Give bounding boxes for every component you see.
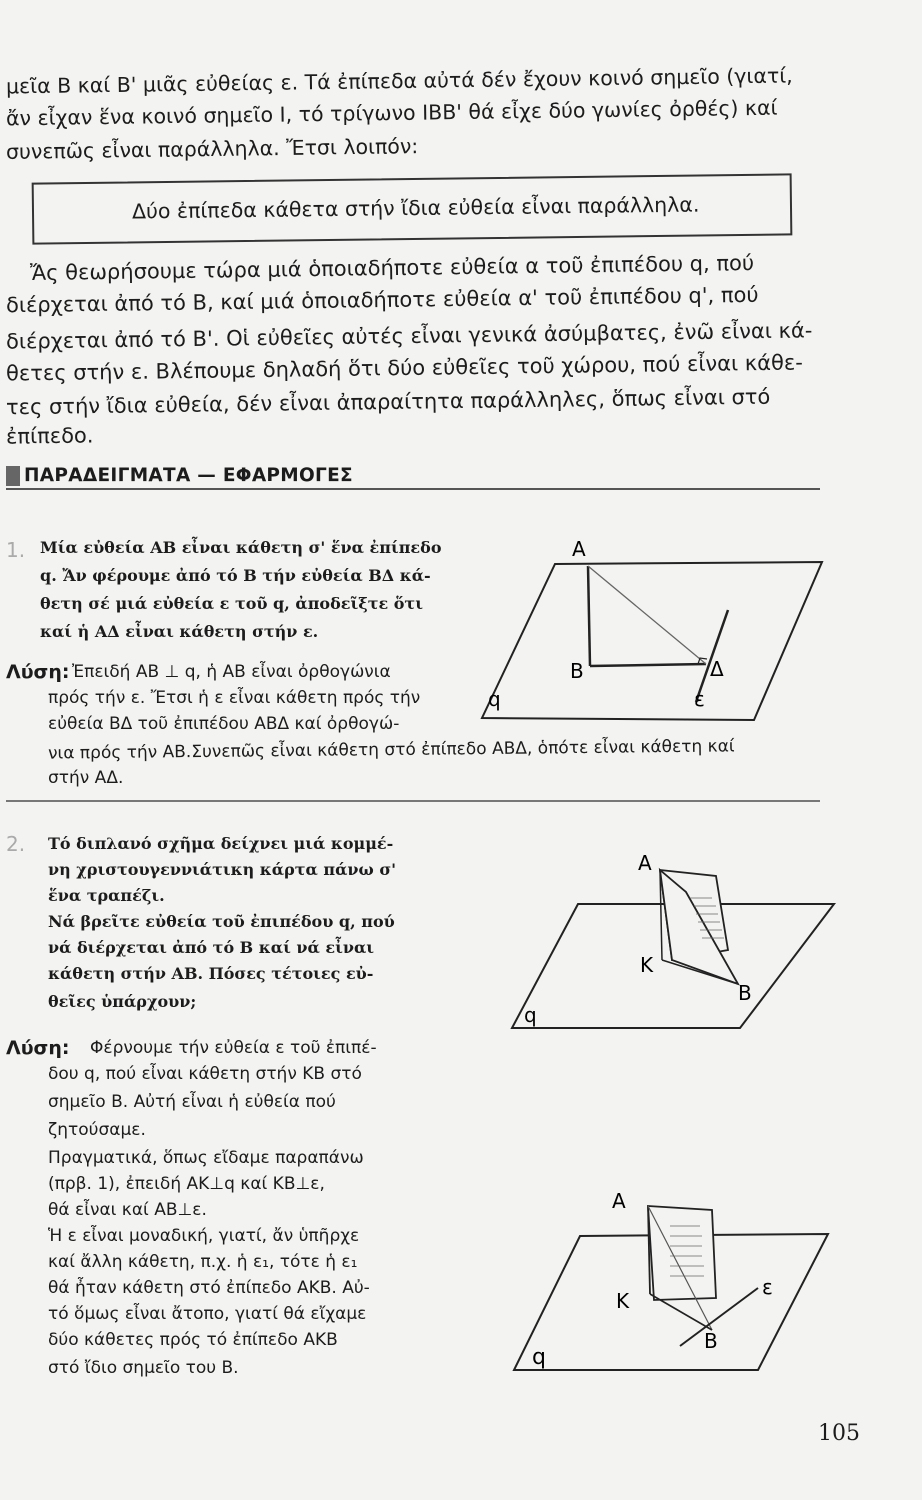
example1-solution-line-2: πρός τήν ε. Ἔτσι ἡ ε εἶναι κάθετη πρός τήν xyxy=(48,688,421,708)
section-marker xyxy=(6,466,20,486)
example2-solution-line-1: δου q, πού εἶναι κάθετη στήν ΚΒ στό xyxy=(48,1064,362,1084)
section-rule xyxy=(6,488,820,490)
example1-line-3: θετη σέ μιά εὐθεία ε τοῦ q, ἀποδεῖξτε ὅτι xyxy=(40,594,423,613)
paragraph-line-3: διέρχεται ἀπό τό Β'. Οἱ εὐθεῖες αὐτές εἶναι γενικά ἀσύμβατες, ἐνῶ εἶναι κά- xyxy=(5,318,813,354)
example1-number: 1. xyxy=(6,538,26,562)
example2-solution-line-6: θά εἶναι καί ΑΒ⊥ε. xyxy=(48,1200,207,1220)
intro-line-2: ἄν εἶχαν ἕνα κοινό σημεῖο Ι, τό τρίγωνο ΙΒΒ' θά εἶχε δύο γωνίες ὀρθές) καί xyxy=(5,95,778,131)
example1-rule xyxy=(6,800,820,802)
example1-solution-line-3: εὐθεία ΒΔ τοῦ ἐπιπέδου ΑΒΔ καί ὀρθογώ- xyxy=(48,714,400,734)
example2-line-6: κάθετη στήν ΑΒ. Πόσες τέτοιες εὐ- xyxy=(48,964,374,983)
example2-solution-line-11: δύο κάθετες πρός τό ἐπίπεδο ΑΚΒ xyxy=(48,1330,338,1350)
paragraph-line-1: Ἄς θεωρήσουμε τώρα μιά ὁποιαδήποτε εὐθεία α τοῦ ἐπιπέδου q, πού xyxy=(29,250,755,286)
example1-line-2: q. Ἄν φέρουμε ἀπό τό Β τήν εὐθεία ΒΔ κά- xyxy=(40,566,431,585)
example1-solution-line-5: στήν ΑΔ. xyxy=(48,768,124,788)
figure1-label-D: Δ xyxy=(710,657,724,681)
example1-solution-line-4: νια πρός τήν ΑΒ.Συνεπῶς εἶναι κάθετη στό ἐπίπεδο ΑΒΔ, ὁπότε εἶναι κάθετη καί xyxy=(47,736,735,764)
example2-line-3: ἕνα τραπέζι. xyxy=(48,886,165,905)
example2-solution-line-9: θά ἦταν κάθετη στό ἐπίπεδο ΑΚΒ. Αὐ- xyxy=(48,1278,370,1298)
example1-solution-line-1: Ἐπειδή ΑΒ ⊥ q, ἡ ΑΒ εἶναι ὀρθογώνια xyxy=(72,662,391,682)
example2-solution-line-12: στό ἴδιο σημεῖο του Β. xyxy=(48,1358,239,1378)
figure-3 xyxy=(500,1180,840,1380)
example2-line-1: Τό διπλανό σχῆμα δείχνει μιά κομμέ- xyxy=(48,834,394,853)
figure2-label-B: Β xyxy=(738,981,752,1005)
figure3-card xyxy=(648,1206,716,1300)
example2-solution-line-7: Ἡ ε εἶναι μοναδική, γιατί, ἄν ὑπῆρχε xyxy=(48,1226,360,1246)
figure2-label-q: q xyxy=(524,1003,537,1027)
example2-line-5: νά διέρχεται ἀπό τό Β καί νά εἶναι xyxy=(48,938,374,957)
example2-solution-line-4: Πραγματικά, ὅπως εἴδαμε παραπάνω xyxy=(48,1148,364,1168)
paragraph-line-2: διέρχεται ἀπό τό Β, καί μιά ὁποιαδήποτε εὐθεία α' τοῦ ἐπιπέδου q', πού xyxy=(5,282,759,318)
figure3-label-K: Κ xyxy=(616,1289,630,1313)
example2-solution-line-5: (πρβ. 1), ἐπειδή ΑΚ⊥q καί ΚΒ⊥ε, xyxy=(48,1174,325,1194)
page-number: 105 xyxy=(818,1421,860,1446)
figure1-segment-AB xyxy=(588,566,590,666)
figure2-label-K: Κ xyxy=(640,953,654,977)
section-title: ΠΑΡΑΔΕΙΓΜΑΤΑ — ΕΦΑΡΜΟΓΕΣ xyxy=(24,465,353,486)
example2-solution-line-8: καί ἄλλη κάθετη, π.χ. ἡ ε₁, τότε ἡ ε₁ xyxy=(48,1252,358,1272)
paragraph-line-6: ἐπίπεδο. xyxy=(5,423,94,449)
figure1-segment-AD xyxy=(588,566,706,664)
figure3-label-e: ε xyxy=(762,1275,773,1299)
figure3-label-q: q xyxy=(532,1345,546,1370)
theorem-text: Δύο ἐπίπεδα κάθετα στήν ἴδια εὐθεία εἶναι παράλληλα. xyxy=(131,192,700,224)
example2-solution-line-2: σημεῖο Β. Αὐτή εἶναι ἡ εὐθεία πού xyxy=(48,1092,336,1112)
example2-solution-first: Φέρνουμε τήν εὐθεία ε τοῦ ἐπιπέ- xyxy=(90,1038,377,1058)
figure2-label-A: Α xyxy=(638,851,652,875)
example1-solution-label: Λύση: xyxy=(6,661,70,683)
example2-line-4: Νά βρεῖτε εὐθεία τοῦ ἐπιπέδου q, πού xyxy=(48,912,395,931)
figure1-segment-BD xyxy=(590,664,706,666)
example1-line-1: Μία εὐθεία ΑΒ εἶναι κάθετη σ' ἕνα ἐπίπεδο xyxy=(40,538,442,557)
figure-1 xyxy=(470,530,830,730)
figure1-label-q: q xyxy=(488,687,501,711)
example2-solution-line-3: ζητούσαμε. xyxy=(48,1120,146,1140)
paragraph-line-5: τες στήν ἴδια εὐθεία, δέν εἶναι ἀπαραίτητα παράλληλες, ὅπως εἶναι στό xyxy=(5,384,771,420)
figure3-label-A: Α xyxy=(612,1189,626,1213)
example2-line-7: θεῖες ὑπάρχουν; xyxy=(48,992,197,1011)
figure-2 xyxy=(500,850,840,1040)
example1-line-4: καί ἡ ΑΔ εἶναι κάθετη στήν ε. xyxy=(40,622,319,641)
example2-solution-line-10: τό ὅμως εἶναι ἄτοπο, γιατί θά εἴχαμε xyxy=(48,1304,367,1324)
figure1-label-B: Β xyxy=(570,659,584,683)
figure1-label-A: Α xyxy=(572,537,586,561)
figure1-plane-q xyxy=(482,562,822,720)
example2-number: 2. xyxy=(6,832,26,856)
paragraph-line-4: θετες στήν ε. Βλέπουμε δηλαδή ὅτι δύο εὐθεῖες τοῦ χώρου, πού εἶναι κάθε- xyxy=(5,350,803,386)
example2-solution-label: Λύση: xyxy=(6,1037,70,1059)
figure1-label-e: ε xyxy=(694,687,705,711)
intro-line-3: συνεπῶς εἶναι παράλληλα. Ἔτσι λοιπόν: xyxy=(5,134,419,164)
figure3-label-B: Β xyxy=(704,1329,718,1353)
example2-line-2: νη χριστουγεννιάτικη κάρτα πάνω σ' xyxy=(48,860,397,879)
intro-line-1: μεῖα Β καί Β' μιᾶς εὐθείας ε. Τά ἐπίπεδα αὐτά δέν ἔχουν κοινό σημεῖο (γιατί, xyxy=(5,63,793,99)
